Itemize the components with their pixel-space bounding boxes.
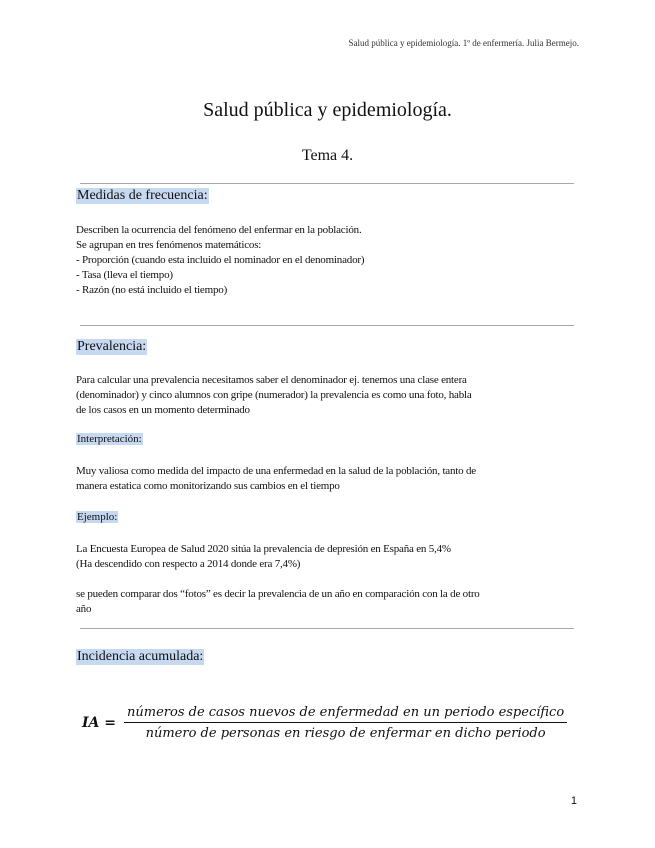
formula-denominator: número de personas en riesgo de enfermar en dicho periodo — [145, 726, 546, 741]
text-line: La Encuesta Europea de Salud 2020 sitúa la prevalencia de depresión en España en 5,4% — [76, 543, 451, 555]
incidence-formula — [82, 700, 567, 746]
subheading-interpretacion: Interpretación: — [77, 433, 142, 445]
page-number: 1 — [570, 795, 577, 807]
text-line: Muy valiosa como medida del impacto de una enfermedad en la salud de la población, tanto de — [76, 465, 476, 477]
prevalencia-intro — [76, 373, 576, 418]
text-line: (Ha descendido con respecto a 2014 donde era 7,4%) — [76, 558, 301, 570]
formula-fraction — [124, 705, 567, 741]
section-heading-medidas: Medidas de frecuencia: — [77, 188, 208, 203]
text-line: - Proporción (cuando esta incluido el nominador en el denominador) — [76, 254, 365, 266]
fotos-body — [76, 587, 576, 617]
document-title: Salud pública y epidemiología. — [203, 99, 452, 121]
text-line: Para calcular una prevalencia necesitamos saber el denominador ej. tenemos una clase entera — [76, 374, 467, 386]
document-subtitle: Tema 4. — [301, 147, 354, 164]
text-line: Describen la ocurrencia del fenómeno del enfermar en la población. — [76, 224, 362, 236]
formula-lhs: IA = — [82, 715, 117, 731]
text-line: se pueden comparar dos “fotos” es decir la prevalencia de un año en comparación con la de otro — [76, 588, 480, 600]
divider-2 — [80, 325, 574, 326]
text-line: Se agrupan en tres fenómenos matemáticos: — [76, 239, 262, 251]
text-line: - Tasa (lleva el tiempo) — [76, 269, 173, 281]
text-line: de los casos en un momento determinado — [76, 404, 250, 416]
section-heading-incidencia: Incidencia acumulada: — [77, 649, 204, 664]
subheading-ejemplo: Ejemplo: — [77, 511, 118, 523]
running-header: Salud pública y epidemiología. 1º de enfermería. Julia Bermejo. — [348, 38, 579, 48]
formula-numerator: números de casos nuevos de enfermedad en un periodo específico — [124, 705, 567, 723]
ejemplo-body — [76, 542, 576, 572]
divider-3 — [80, 628, 574, 629]
divider-1 — [80, 183, 574, 184]
text-line: manera estatica como monitorizando sus cambios en el tiempo — [76, 480, 340, 492]
text-line: - Razón (no está incluido el tiempo) — [76, 284, 228, 296]
text-line: año — [76, 603, 92, 615]
medidas-body — [76, 223, 576, 298]
text-line: (denominador) y cinco alumnos con gripe (numerador) la prevalencia es como una foto, habla — [76, 389, 472, 401]
interpretacion-body — [76, 464, 576, 494]
section-heading-prevalencia: Prevalencia: — [77, 339, 147, 354]
